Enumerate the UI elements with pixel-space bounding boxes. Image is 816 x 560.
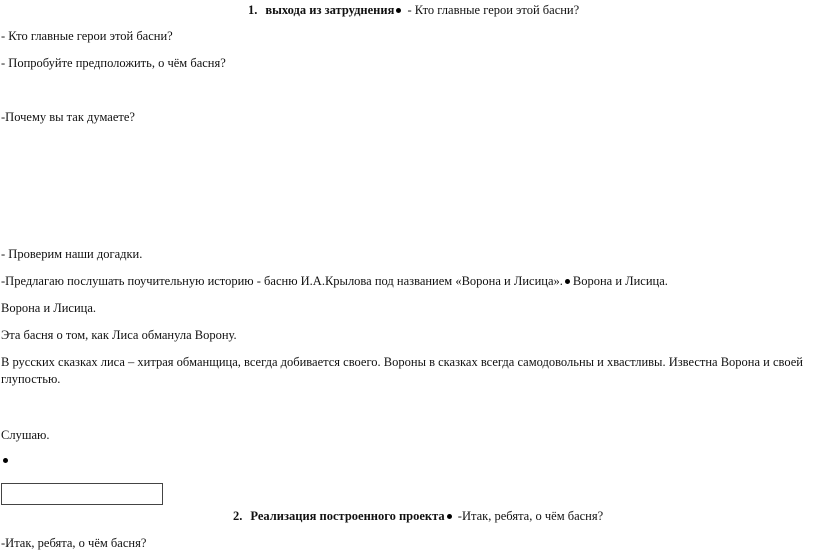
heading-1-number: 1. [248, 3, 258, 17]
heading-2-rest: -Итак, ребята, о чём басня? [454, 509, 604, 523]
heading-2-number: 2. [233, 509, 243, 523]
listening-line: Слушаю. [1, 428, 50, 442]
heading-1 [248, 3, 579, 18]
bullet-icon [3, 458, 8, 463]
listen-offer-title: Ворона и Лисица. [572, 274, 668, 288]
fable-title: Ворона и Лисица. [1, 301, 97, 315]
bullet-icon [396, 8, 401, 13]
listen-offer-text: -Предлагаю послушать поучительную историю - басню И.А.Крылова под названием «Ворона и Лисица». [1, 274, 563, 288]
question-guess: - Попробуйте предположить, о чём басня? [1, 56, 226, 70]
fable-paragraph: В русских сказках лиса – хитрая обманщица, всегда добивается своего. Вороны в сказках всегда самодовольны и хвастливы. Известна Ворона и своей глупостью. [1, 355, 803, 386]
bullet-icon [565, 279, 570, 284]
final-question: -Итак, ребята, о чём басня? [1, 536, 147, 550]
heading-1-rest: - Кто главные герои этой басни? [404, 3, 580, 17]
fable-about: Эта басня о том, как Лиса обманула Ворону. [1, 328, 237, 342]
heading-2-bold: Реализация построенного проекта [250, 509, 445, 523]
question-heroes: - Кто главные герои этой басни? [1, 29, 173, 43]
bullet-icon [447, 514, 452, 519]
check-guesses: - Проверим наши догадки. [1, 247, 143, 261]
listen-offer [1, 274, 668, 289]
empty-text-box [1, 483, 163, 505]
question-why: -Почему вы так думаете? [1, 110, 135, 124]
heading-1-bold: выхода из затруднения [265, 3, 395, 17]
heading-2 [233, 509, 603, 524]
